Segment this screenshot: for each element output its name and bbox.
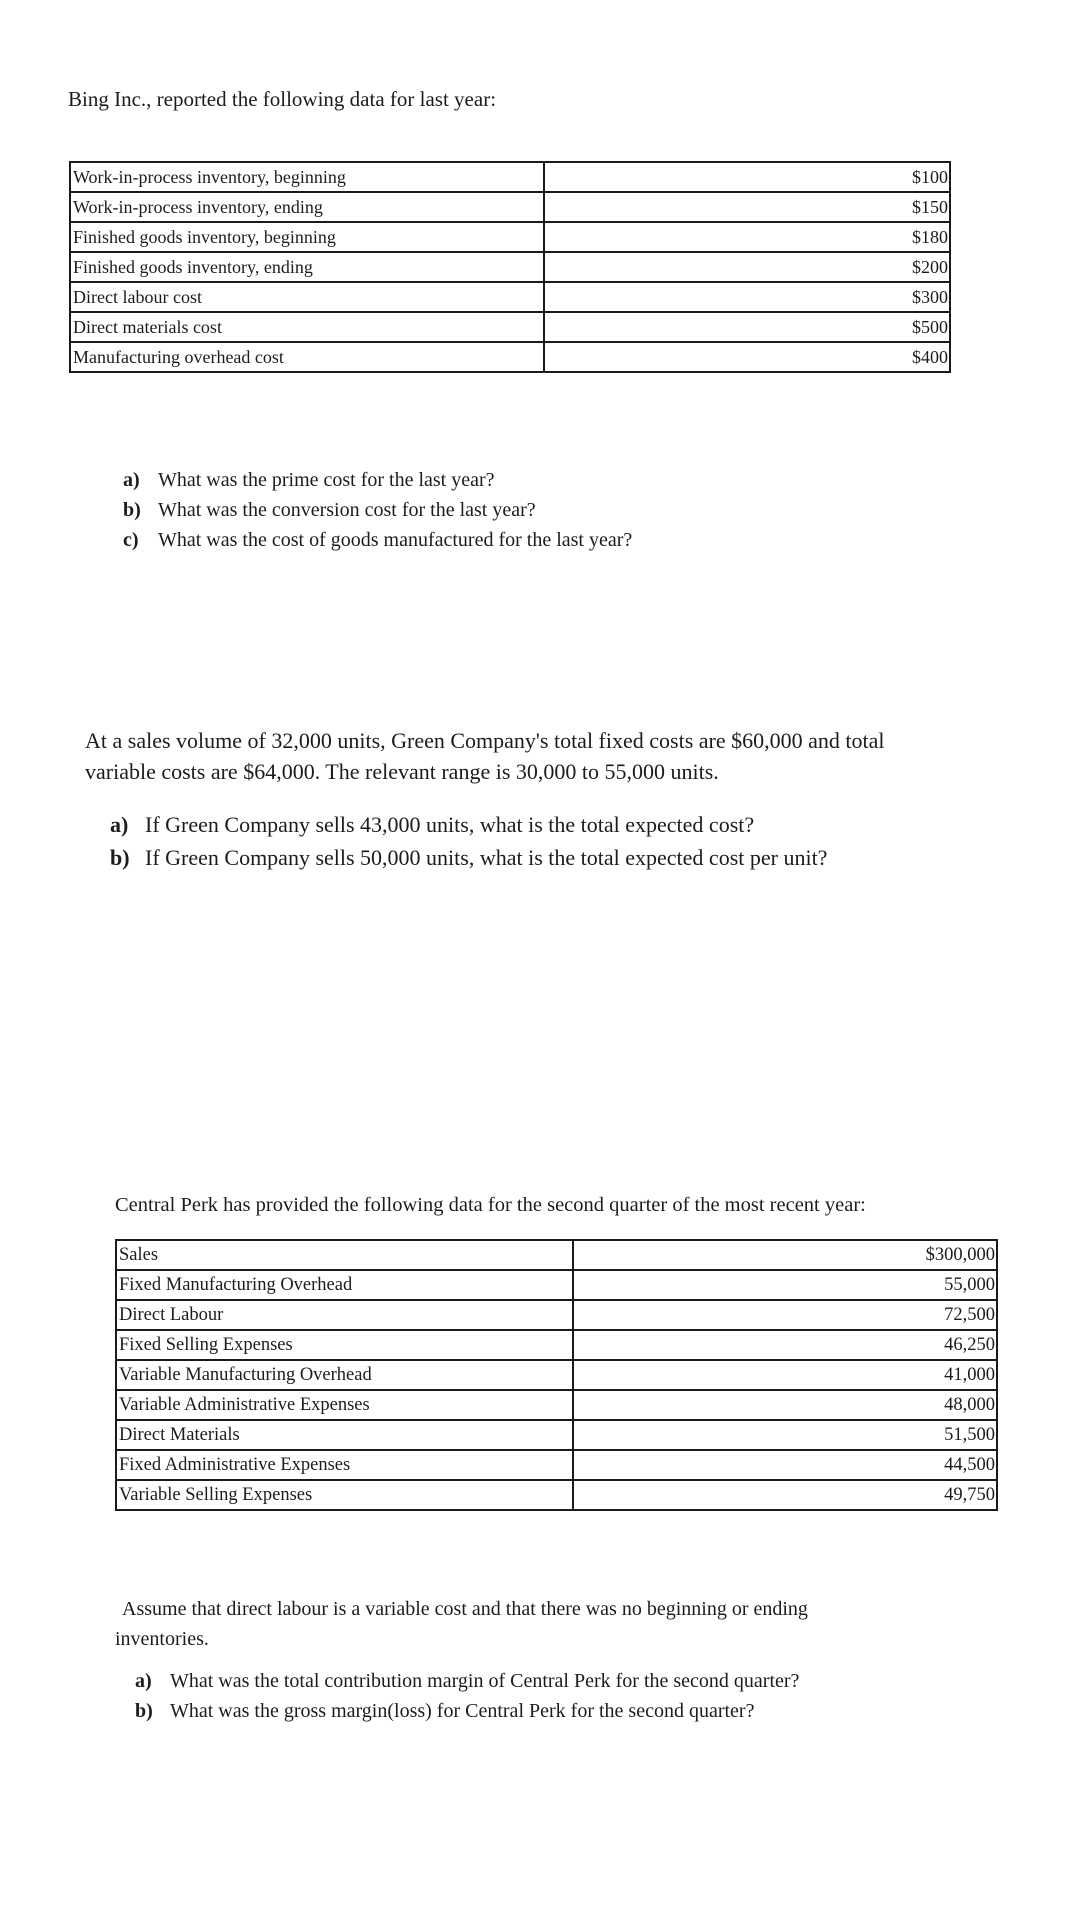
table-row <box>70 252 950 282</box>
table-row <box>116 1330 997 1360</box>
row-value: $200 <box>544 252 950 282</box>
row-value: $150 <box>544 192 950 222</box>
row-value: $500 <box>544 312 950 342</box>
table-row <box>70 162 950 192</box>
question-label: b) <box>110 845 130 870</box>
row-value: 48,000 <box>573 1390 997 1420</box>
row-label: Variable Administrative Expenses <box>116 1390 573 1420</box>
row-value: $400 <box>544 342 950 372</box>
question-text: If Green Company sells 43,000 units, what is the total expected cost? <box>145 812 755 837</box>
row-label: Work-in-process inventory, beginning <box>70 162 544 192</box>
question-text: What was the gross margin(loss) for Central Perk for the second quarter? <box>170 1700 755 1722</box>
row-label: Direct materials cost <box>70 312 544 342</box>
bing-inc-questions <box>123 465 632 555</box>
row-value: 51,500 <box>573 1420 997 1450</box>
row-value: 41,000 <box>573 1360 997 1390</box>
question-item <box>123 465 632 495</box>
row-label: Direct labour cost <box>70 282 544 312</box>
row-label: Fixed Manufacturing Overhead <box>116 1270 573 1300</box>
question-item <box>110 808 827 841</box>
question-label: a) <box>110 812 129 837</box>
bing-inc-data-table <box>69 161 951 373</box>
row-value: $100 <box>544 162 950 192</box>
table-row <box>70 192 950 222</box>
row-value: 46,250 <box>573 1330 997 1360</box>
question-label: a) <box>135 1670 152 1692</box>
paragraph-line: inventories. <box>115 1628 209 1650</box>
paragraph-line: Assume that direct labour is a variable cost and that there was no beginning or ending <box>122 1598 808 1620</box>
row-label: Fixed Selling Expenses <box>116 1330 573 1360</box>
table-row <box>70 312 950 342</box>
question-item <box>110 841 827 874</box>
row-label: Direct Labour <box>116 1300 573 1330</box>
row-label: Manufacturing overhead cost <box>70 342 544 372</box>
table-row <box>116 1420 997 1450</box>
row-label: Finished goods inventory, beginning <box>70 222 544 252</box>
table-row <box>70 342 950 372</box>
question-label: b) <box>123 499 141 521</box>
question-item <box>135 1666 799 1696</box>
table-row <box>116 1390 997 1420</box>
question-item <box>123 495 632 525</box>
question-label: b) <box>135 1700 153 1722</box>
question-text: What was the conversion cost for the last year? <box>158 499 536 521</box>
central-perk-data-table <box>115 1239 998 1511</box>
row-value: 55,000 <box>573 1270 997 1300</box>
table-row <box>116 1300 997 1330</box>
row-label: Work-in-process inventory, ending <box>70 192 544 222</box>
question-item <box>135 1696 799 1726</box>
question-item <box>123 525 632 555</box>
row-value: 44,500 <box>573 1450 997 1480</box>
question-text: What was the cost of goods manufactured for the last year? <box>158 529 633 551</box>
row-label: Variable Manufacturing Overhead <box>116 1360 573 1390</box>
row-label: Fixed Administrative Expenses <box>116 1450 573 1480</box>
bing-inc-intro: Bing Inc., reported the following data for last year: <box>68 87 497 111</box>
green-company-questions <box>110 808 827 874</box>
row-value: $300,000 <box>573 1240 997 1270</box>
green-company-paragraph <box>85 725 884 787</box>
row-label: Finished goods inventory, ending <box>70 252 544 282</box>
question-label: a) <box>123 469 140 491</box>
table-row <box>116 1240 997 1270</box>
row-value: $300 <box>544 282 950 312</box>
table-row <box>116 1480 997 1510</box>
question-text: If Green Company sells 50,000 units, what is the total expected cost per unit? <box>145 845 828 870</box>
question-text: What was the prime cost for the last year? <box>158 469 495 491</box>
row-value: 49,750 <box>573 1480 997 1510</box>
row-value: $180 <box>544 222 950 252</box>
table-row <box>70 222 950 252</box>
row-label: Direct Materials <box>116 1420 573 1450</box>
central-perk-assumption <box>115 1594 808 1654</box>
table-row <box>70 282 950 312</box>
table-row <box>116 1360 997 1390</box>
row-value: 72,500 <box>573 1300 997 1330</box>
central-perk-intro: Central Perk has provided the following data for the second quarter of the most recent year: <box>115 1194 866 1216</box>
question-text: What was the total contribution margin of Central Perk for the second quarter? <box>170 1670 800 1692</box>
paragraph-line: At a sales volume of 32,000 units, Green Company's total fixed costs are $60,000 and total <box>85 728 885 753</box>
central-perk-questions <box>135 1666 799 1726</box>
table-row <box>116 1450 997 1480</box>
row-label: Variable Selling Expenses <box>116 1480 573 1510</box>
question-label: c) <box>123 529 139 551</box>
table-row <box>116 1270 997 1300</box>
row-label: Sales <box>116 1240 573 1270</box>
paragraph-line: variable costs are $64,000. The relevant range is 30,000 to 55,000 units. <box>85 759 719 784</box>
